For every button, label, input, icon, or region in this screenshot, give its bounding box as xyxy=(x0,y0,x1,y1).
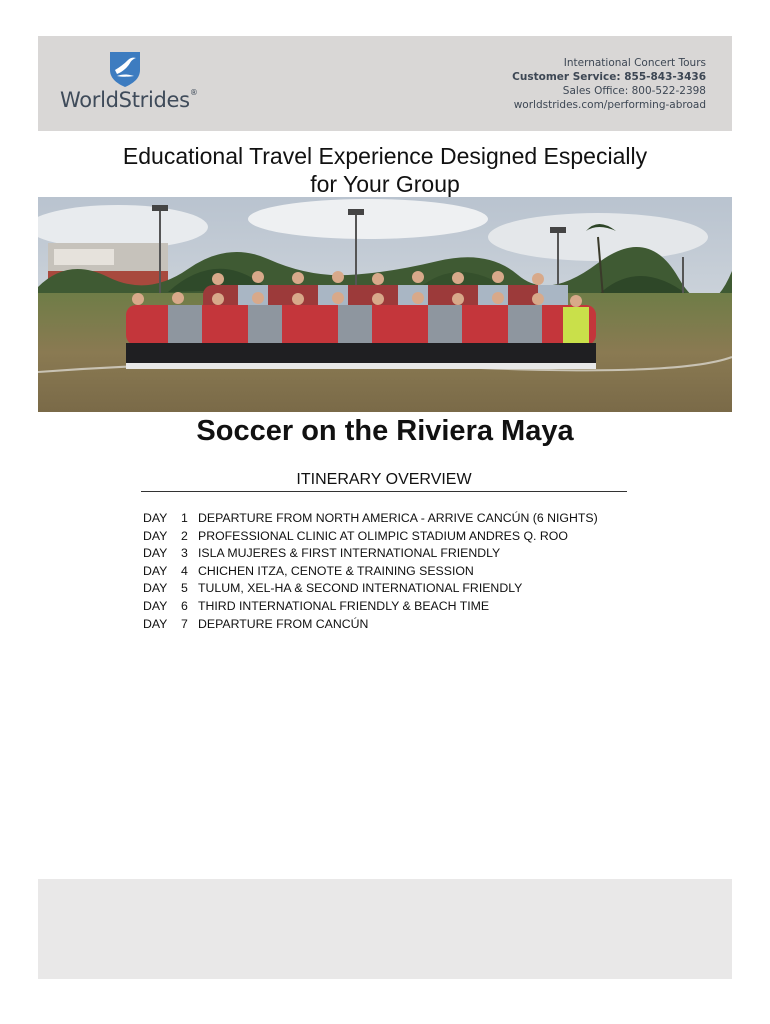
headline-line-2: for Your Group xyxy=(310,171,460,197)
team-photo xyxy=(38,197,732,412)
day-number: 6 xyxy=(181,598,188,613)
itinerary-row xyxy=(143,510,623,528)
worldstrides-logo xyxy=(60,50,200,120)
day-label: DAY xyxy=(143,616,168,631)
day-label: DAY xyxy=(143,546,168,561)
headline-line-1: Educational Travel Experience Designed Especially xyxy=(122,143,648,169)
day-number: 2 xyxy=(181,528,188,543)
day-description: THIRD INTERNATIONAL FRIENDLY & BEACH TIME xyxy=(198,598,490,613)
day-description: ISLA MUJERES & FIRST INTERNATIONAL FRIENDLY xyxy=(198,546,501,561)
contact-program: International Concert Tours xyxy=(563,57,706,69)
day-number: 7 xyxy=(181,616,188,631)
day-description: DEPARTURE FROM NORTH AMERICA - ARRIVE CANCÚN (6 NIGHTS) xyxy=(198,511,598,525)
contact-block xyxy=(512,56,706,112)
day-number: 1 xyxy=(181,511,188,525)
contact-sales-office: Sales Office: 800-522-2398 xyxy=(562,85,706,97)
header-band xyxy=(38,36,732,131)
itinerary-row xyxy=(143,580,623,598)
logo-wordmark xyxy=(60,88,198,112)
itinerary-overview-heading: ITINERARY OVERVIEW xyxy=(141,471,627,492)
day-label: DAY xyxy=(143,528,168,543)
players-front-row xyxy=(126,305,596,369)
contact-customer-service: Customer Service: 855-843-3436 xyxy=(512,71,706,83)
day-description: CHICHEN ITZA, CENOTE & TRAINING SESSION xyxy=(198,563,474,578)
itinerary-row xyxy=(143,616,623,634)
day-number: 5 xyxy=(181,581,188,596)
itinerary-row xyxy=(143,528,623,546)
itinerary-row xyxy=(143,545,623,563)
day-label: DAY xyxy=(143,563,168,578)
day-description: PROFESSIONAL CLINIC AT OLIMPIC STADIUM ANDRES Q. ROO xyxy=(198,528,568,543)
logo-text: WorldStrides xyxy=(60,88,190,112)
contact-website: worldstrides.com/performing-abroad xyxy=(513,99,706,111)
day-label: DAY xyxy=(143,598,168,613)
itinerary-list xyxy=(143,510,623,633)
footer-band xyxy=(38,879,732,979)
day-label: DAY xyxy=(143,511,168,525)
registered-mark: ® xyxy=(189,88,198,97)
day-label: DAY xyxy=(143,581,168,596)
itinerary-row xyxy=(143,598,623,616)
headline xyxy=(38,142,732,198)
itinerary-row xyxy=(143,563,623,581)
tour-title: Soccer on the Riviera Maya xyxy=(196,415,574,447)
day-number: 4 xyxy=(181,563,188,578)
day-description: TULUM, XEL-HA & SECOND INTERNATIONAL FRIENDLY xyxy=(198,581,523,596)
day-number: 3 xyxy=(181,546,188,561)
day-description: DEPARTURE FROM CANCÚN xyxy=(198,616,369,631)
shield-bird-icon xyxy=(108,50,142,88)
